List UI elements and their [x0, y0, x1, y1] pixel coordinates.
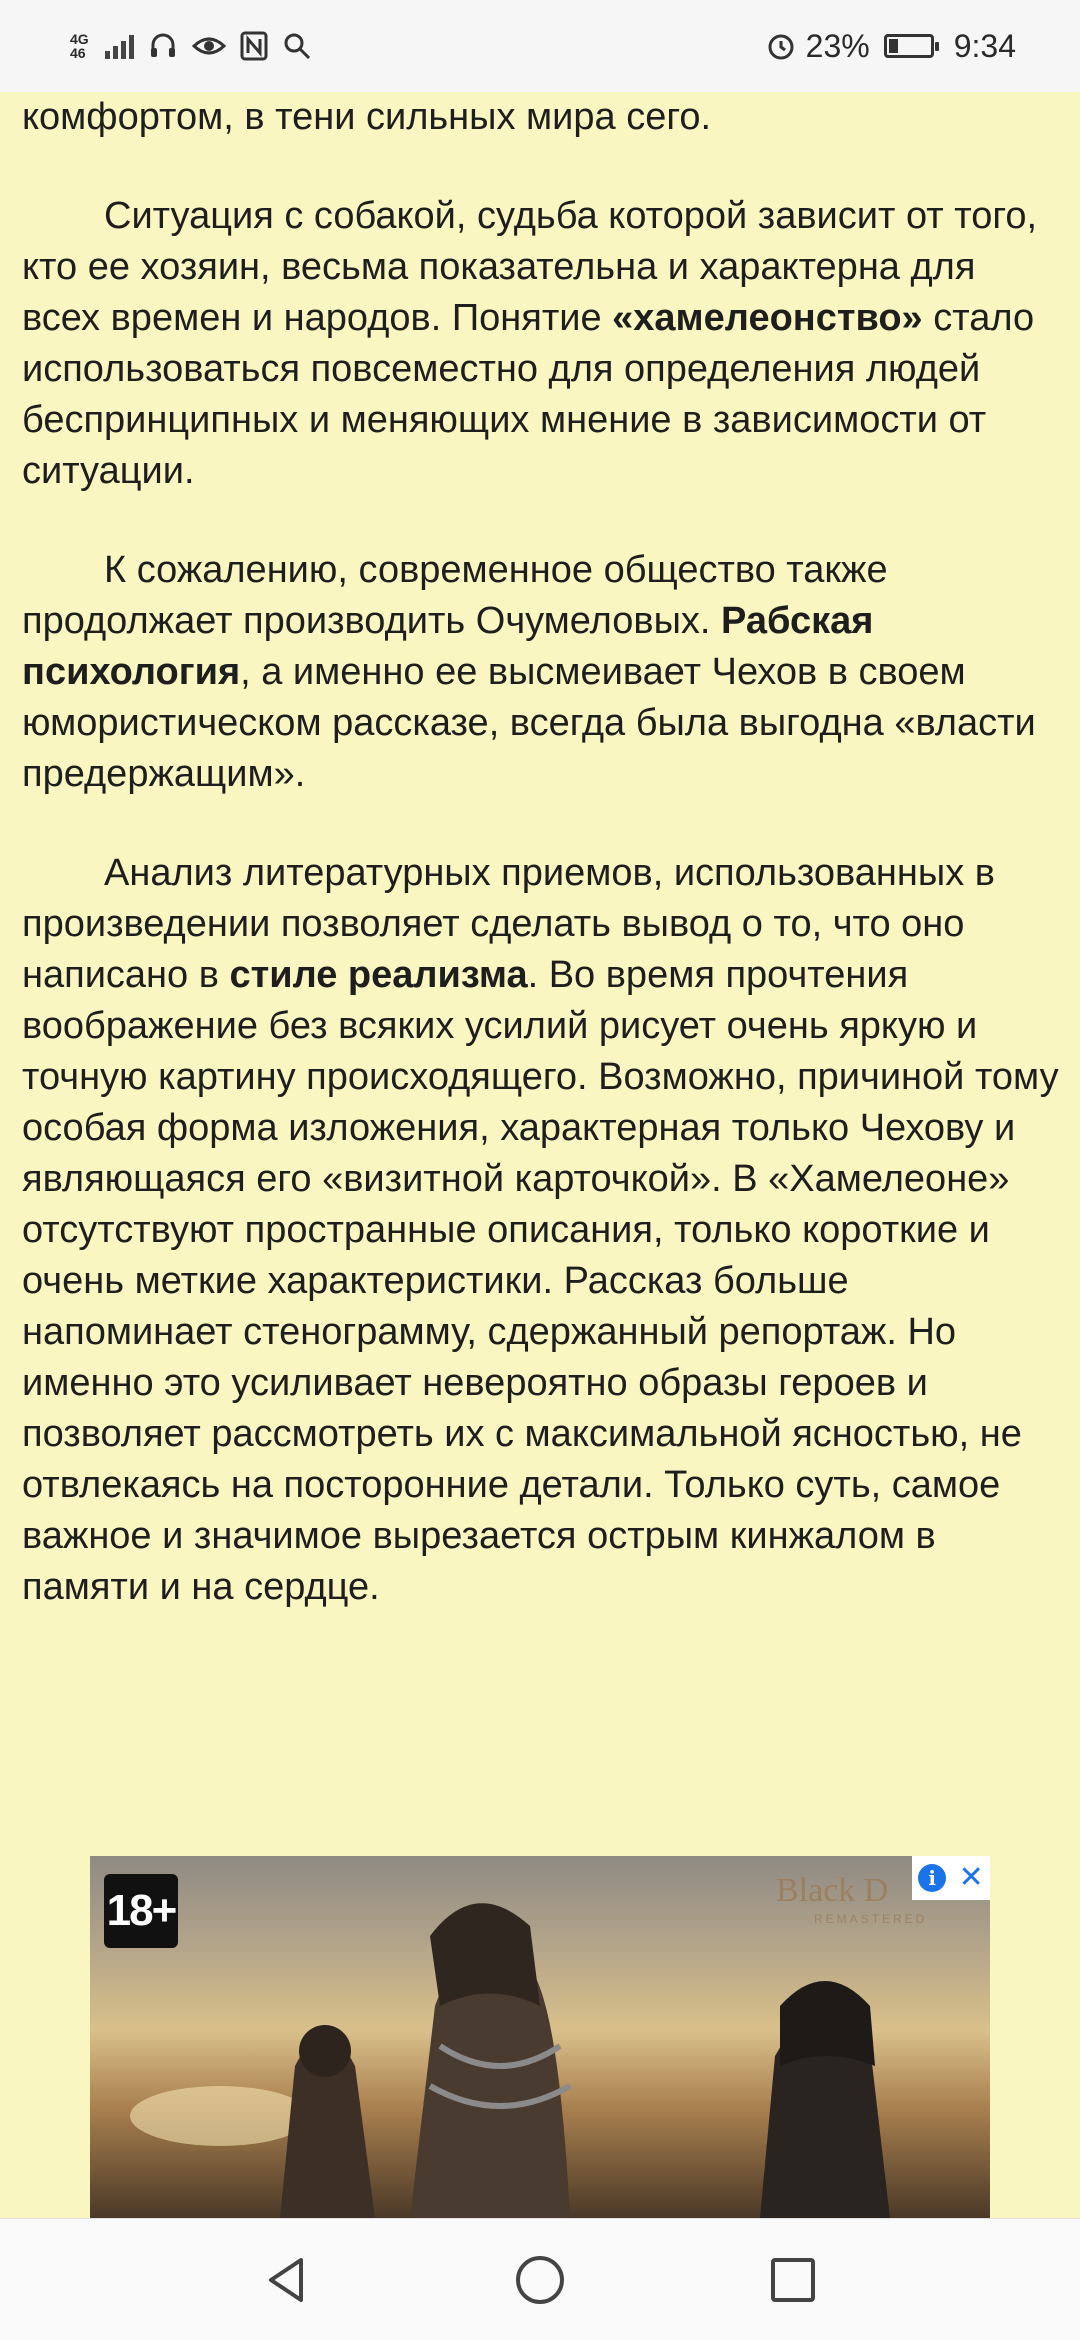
network-sub-label: 46 — [70, 45, 86, 61]
p1-bold: «хамелеонство» — [612, 297, 923, 339]
navigation-bar — [0, 2218, 1080, 2340]
ad-banner[interactable] — [90, 1856, 990, 2218]
ad-artwork — [90, 1856, 990, 2218]
p1-text-2: стало использоваться повсеместно для определения людей беспринципных и меняющих мнение в зависимости от ситуации. — [22, 297, 1035, 492]
p3-bold: стиле реализма — [229, 954, 528, 996]
back-icon — [259, 2252, 315, 2308]
home-icon — [512, 2252, 568, 2308]
p3-text-1: Анализ литературных приемов, использованных в произведении позволяет сделать вывод о то, что оно написано в — [22, 852, 995, 996]
recents-icon — [765, 2252, 821, 2308]
status-bar — [0, 0, 1080, 92]
p1-text-1: Ситуация с собакой, судьба которой зависит от того, кто ее хозяин, весьма показательна и характерна для всех времен и народов. Понятие — [22, 195, 1038, 339]
article-lead-line: комфортом, в тени сильных мира сего. — [22, 96, 712, 138]
p2-bold: Рабская психология — [22, 600, 874, 693]
back-button[interactable] — [247, 2240, 327, 2320]
ad-choices — [912, 1856, 990, 1900]
network-type-label: 4G — [70, 31, 89, 47]
clock: 9:34 — [953, 27, 1016, 64]
p2-text-2: , а именно ее высмеивает Чехов в своем юмористическом рассказе, всегда была выгодна «власти предержащим». — [22, 651, 1036, 795]
recents-button[interactable] — [753, 2240, 833, 2320]
headset-icon — [148, 31, 178, 61]
status-right — [766, 28, 1016, 65]
eye-icon — [192, 32, 226, 60]
ad-brand-logo: Black D — [776, 1872, 889, 1909]
p3-text-2: . Во время прочтения воображение без всяких усилий рисует очень яркую и точную картину происходящего. Возможно, причиной тому особая форма изложения, характерная только Чехову и являющаяся его «визитной карточкой». В «Хамелеоне» отсутствуют пространные описания, только короткие и очень меткие характеристики. Рассказ больше напоминает стенограмму, сдержанный репортаж. Но именно это усиливает невероятно образы героев и позволяет рассмотреть их с максимальной ясностью, не отвлекаясь на посторонние детали. Только суть, самое важное и значимое вырезается острым кинжалом в памяти и на сердце. — [22, 954, 1059, 1608]
ad-brand-subtitle: REMASTERED — [814, 1912, 928, 1926]
search-icon — [282, 31, 312, 61]
battery-fill — [889, 39, 898, 53]
article-paragraph-1 — [22, 191, 1062, 497]
battery-percent: 23% — [805, 27, 870, 64]
alarm-icon — [766, 31, 796, 61]
nfc-icon — [240, 31, 268, 61]
home-button[interactable] — [500, 2240, 580, 2320]
info-icon[interactable]: i — [918, 1864, 946, 1892]
p2-text-1: К сожалению, современное общество также продолжает производить Очумеловых. — [22, 549, 888, 642]
article-paragraph-2 — [22, 545, 1062, 800]
close-icon[interactable]: ✕ — [958, 1861, 984, 1894]
status-left — [70, 31, 312, 61]
article-paragraph-3 — [22, 848, 1062, 1613]
age-rating-badge: 18+ — [104, 1874, 178, 1948]
battery-icon — [884, 34, 934, 58]
network-type — [70, 32, 89, 60]
signal-icon — [105, 33, 134, 59]
